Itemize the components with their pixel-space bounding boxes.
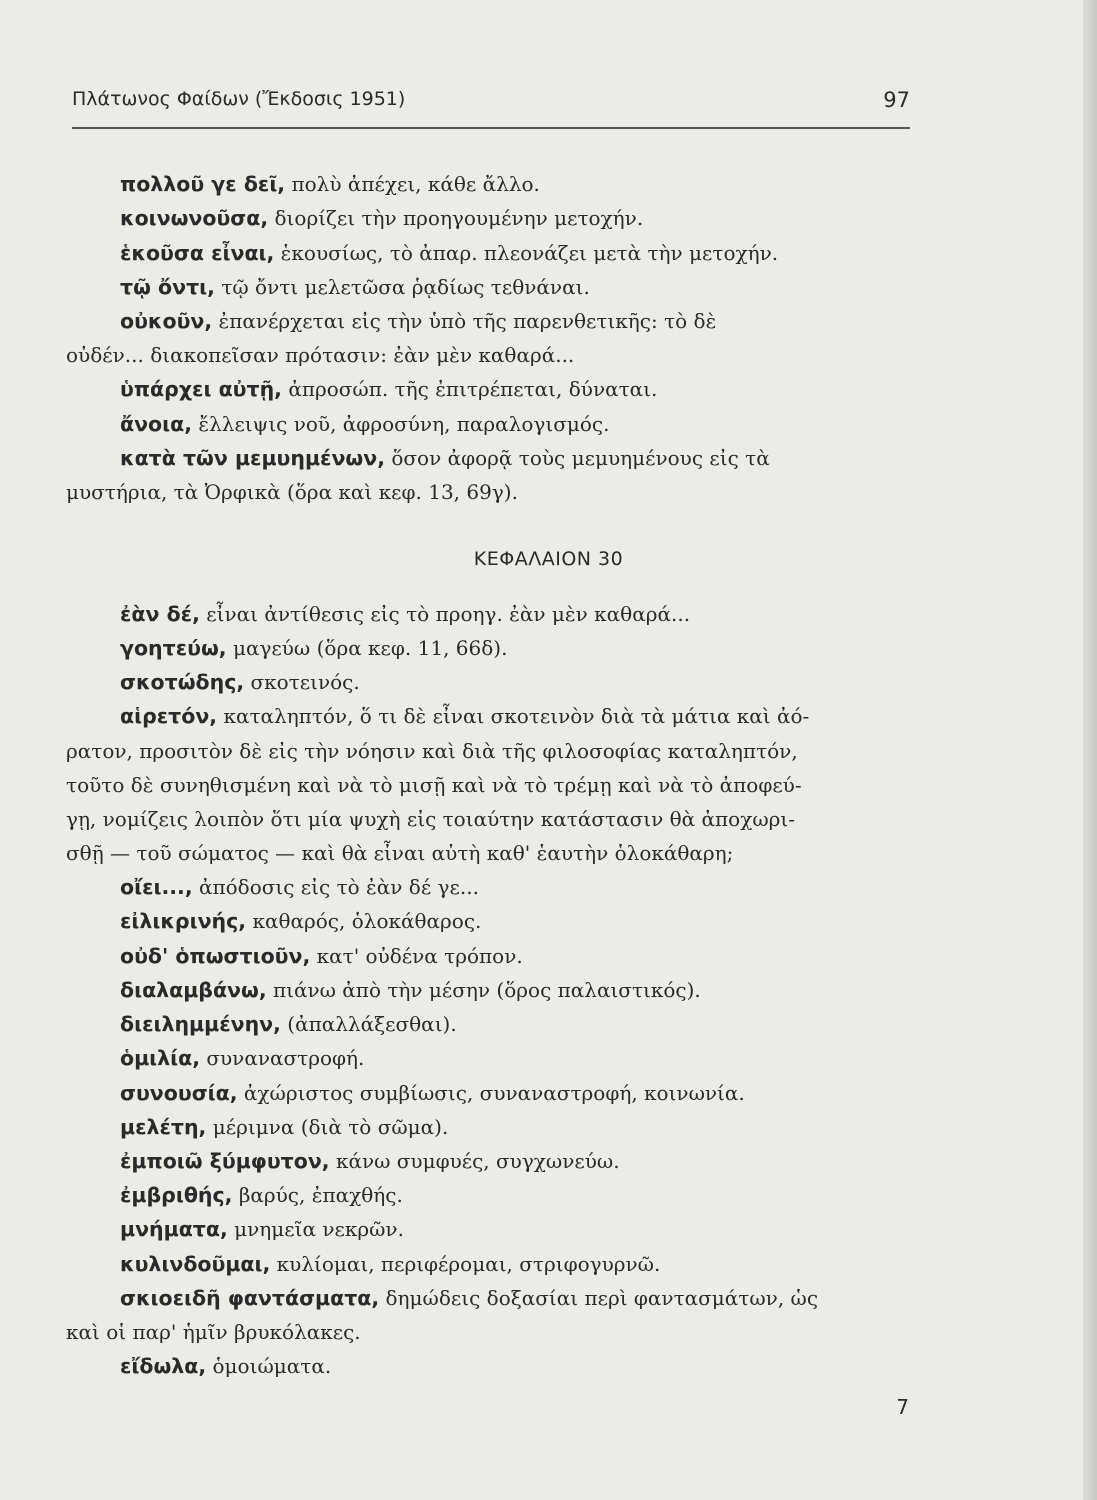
glossary-line: ἐμποιῶ ξύμφυτον, κάνω συμφυές, συγχωνεύω. (120, 1149, 620, 1173)
glossary-line: μνήματα, μνημεῖα νεκρῶν. (120, 1217, 404, 1241)
glossary-line: ὑπάρχει αὐτῇ, ἀπροσώπ. τῆς ἐπιτρέπεται, δύναται. (120, 377, 658, 401)
signature-mark: 7 (896, 1395, 909, 1419)
page-number: 97 (883, 88, 910, 112)
glossary-continuation: ρατον, προσιτὸν δὲ εἰς τὴν νόησιν καὶ διὰ τῆς φιλοσοφίας καταληπτόν, (66, 739, 798, 763)
glossary-line: μελέτη, μέριμνα (διὰ τὸ σῶμα). (120, 1115, 449, 1139)
glossary-line: κυλινδοῦμαι, κυλίομαι, περιφέρομαι, στριφογυρνῶ. (120, 1252, 661, 1276)
glossary-line: κοινωνοῦσα, διορίζει τὴν προηγουμένην μετοχήν. (120, 206, 644, 230)
header-rule (72, 127, 910, 129)
page-edge-shadow (1083, 0, 1097, 1500)
glossary-continuation: τοῦτο δὲ συνηθισμένη καὶ νὰ τὸ μισῇ καὶ νὰ τὸ τρέμῃ καὶ νὰ τὸ ἀποφεύ- (66, 773, 802, 797)
glossary-line: τῷ ὄντι, τῷ ὄντι μελετῶσα ῥᾳδίως τεθνάναι. (120, 275, 590, 299)
glossary-continuation: γῃ, νομίζεις λοιπὸν ὅτι μία ψυχὴ εἰς τοιαύτην κατάστασιν θὰ ἀποχωρι- (66, 807, 795, 831)
glossary-line: εἰλικρινής, καθαρός, ὁλοκάθαρος. (120, 909, 482, 933)
glossary-line: ἑκοῦσα εἶναι, ἑκουσίως, τὸ ἀπαρ. πλεονάζει μετὰ τὴν μετοχήν. (120, 241, 779, 265)
glossary-line: ἐὰν δέ, εἶναι ἀντίθεσις εἰς τὸ προηγ. ἐὰν μὲν καθαρά... (120, 602, 691, 626)
glossary-line: οἴει..., ἀπόδοσις εἰς τὸ ἐὰν δέ γε... (120, 875, 479, 899)
glossary-line: σκιοειδῆ φαντάσματα, δημώδεις δοξασίαι περὶ φαντασμάτων, ὡς (120, 1286, 819, 1310)
glossary-line: συνουσία, ἀχώριστος συμβίωσις, συναναστροφή, κοινωνία. (120, 1081, 745, 1105)
glossary-line: αἱρετόν, καταληπτόν, ὅ τι δὲ εἶναι σκοτεινὸν διὰ τὰ μάτια καὶ ἀό- (120, 704, 810, 728)
header-title: Πλάτωνος Φαίδων (Ἔκδοσις 1951) (72, 88, 406, 110)
glossary-line: σκοτώδης, σκοτεινός. (120, 670, 360, 694)
glossary-line: διαλαμβάνω, πιάνω ἀπὸ τὴν μέσην (ὅρος παλαιστικός). (120, 978, 701, 1002)
glossary-line: κατὰ τῶν μεμυημένων, ὅσον ἀφορᾷ τοὺς μεμυημένους εἰς τὰ (120, 446, 770, 470)
glossary-line: γοητεύω, μαγεύω (ὅρα κεφ. 11, 66δ). (120, 636, 508, 660)
glossary-line: οὐδ' ὁπωστιοῦν, κατ' οὐδένα τρόπον. (120, 944, 523, 968)
glossary-line: διειλημμένην, (ἀπαλλάξεσθαι). (120, 1012, 457, 1036)
glossary-continuation: καὶ οἱ παρ' ἡμῖν βρυκόλακες. (66, 1320, 361, 1344)
glossary-line: οὐκοῦν, ἐπανέρχεται εἰς τὴν ὑπὸ τῆς παρενθετικῆς: τὸ δὲ (120, 309, 717, 333)
glossary-line: εἴδωλα, ὁμοιώματα. (120, 1354, 332, 1378)
glossary-line: ὁμιλία, συναναστροφή. (120, 1046, 365, 1070)
glossary-continuation: οὐδέν... διακοπεῖσαν πρότασιν: ἐὰν μὲν καθαρά... (66, 343, 575, 367)
glossary-continuation: σθῇ — τοῦ σώματος — καὶ θὰ εἶναι αὐτὴ καθ' ἑαυτὴν ὁλοκάθαρη; (66, 841, 734, 865)
glossary-continuation: μυστήρια, τὰ Ὀρφικὰ (ὅρα καὶ κεφ. 13, 69γ). (66, 480, 518, 504)
glossary-line: ἄνοια, ἔλλειψις νοῦ, ἀφροσύνη, παραλογισμός. (120, 412, 610, 436)
chapter-heading: ΚΕΦΑΛΑΙΟΝ 30 (473, 548, 624, 570)
glossary-line: πολλοῦ γε δεῖ, πολὺ ἀπέχει, κάθε ἄλλο. (120, 172, 540, 196)
glossary-line: ἐμβριθής, βαρύς, ἐπαχθής. (120, 1183, 403, 1207)
